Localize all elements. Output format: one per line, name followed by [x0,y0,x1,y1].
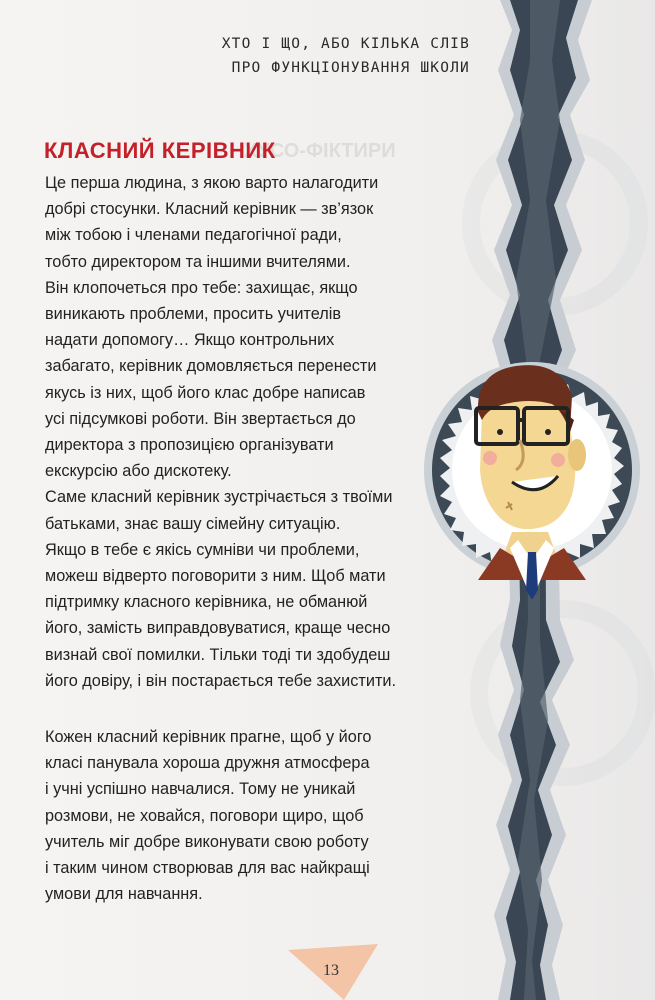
text-line: надати допомогу… Якщо контрольних [45,331,335,350]
text-line: усі підсумкові роботи. Він звертається до [45,409,356,428]
text-line: можеш відверто поговорити з ним. Щоб мати [45,567,386,586]
text-line: визнай свої помилки. Тільки тоді ти здобудеш [45,645,391,664]
text-line: забагато, керівник домовляється перенести [45,357,377,376]
text-line: Це перша людина, з якою варто налагодити [45,174,379,192]
text-line: умови для навчання. [45,885,203,904]
text-line: між тобою і членами педагогічної ради, [45,226,342,245]
text-line: його довіру, і він постарається тебе захистити. [45,671,397,690]
teacher-portrait [476,365,586,600]
running-head [190,32,470,80]
text-line: підтримку класного керівника, не обманюй [45,593,368,612]
bleed-through-text: ХУСО-ФІКТИРИ [244,140,396,162]
text-line: Кожен класний керівник прагне, щоб у його [45,728,372,746]
text-line: і таким чином створював для вас найкращі [45,859,370,878]
text-line: якусь із них, щоб його клас добре написав [45,383,366,402]
text-line: і учні успішно навчалися. Тому не уникай [45,780,356,799]
text-line: його, замість виправдовуватися, краще чесно [45,619,391,638]
running-head-line: ПРО ФУНКЦІОНУВАННЯ ШКОЛИ [231,60,470,76]
paragraph-1 [45,170,440,694]
text-line: Він клопочеться про тебе: захищає, якщо [45,278,358,297]
text-line: добрі стосунки. Класний керівник — зв’язок [45,200,374,219]
text-line: директора з пропозицією організувати [45,436,334,455]
text-line: виникають проблеми, просить учителів [45,305,341,324]
text-line: Саме класний керівник зустрічається з твоїми [45,488,393,507]
text-line: батьками, знає вашу сімейну ситуацію. [45,514,341,533]
text-line: тобто директором та іншими вчителями. [45,252,351,271]
text-line: екскурсію або дискотеку. [45,462,232,481]
page-number: 13 [323,962,339,979]
paragraph-2 [45,724,440,907]
text-line: Якщо в тебе є якісь сумніви чи проблеми, [45,540,360,559]
text-line: класі панувала хороша дружня атмосфера [45,754,370,773]
section-title: КЛАСНИЙ КЕРІВНИК [44,138,276,163]
text-line: розмови, не ховайся, поговори щиро, щоб [45,806,364,825]
running-head-line: ХТО І ЩО, АБО КІЛЬКА СЛІВ [221,36,470,52]
text-line: учитель міг добре виконувати свою роботу [45,832,369,851]
